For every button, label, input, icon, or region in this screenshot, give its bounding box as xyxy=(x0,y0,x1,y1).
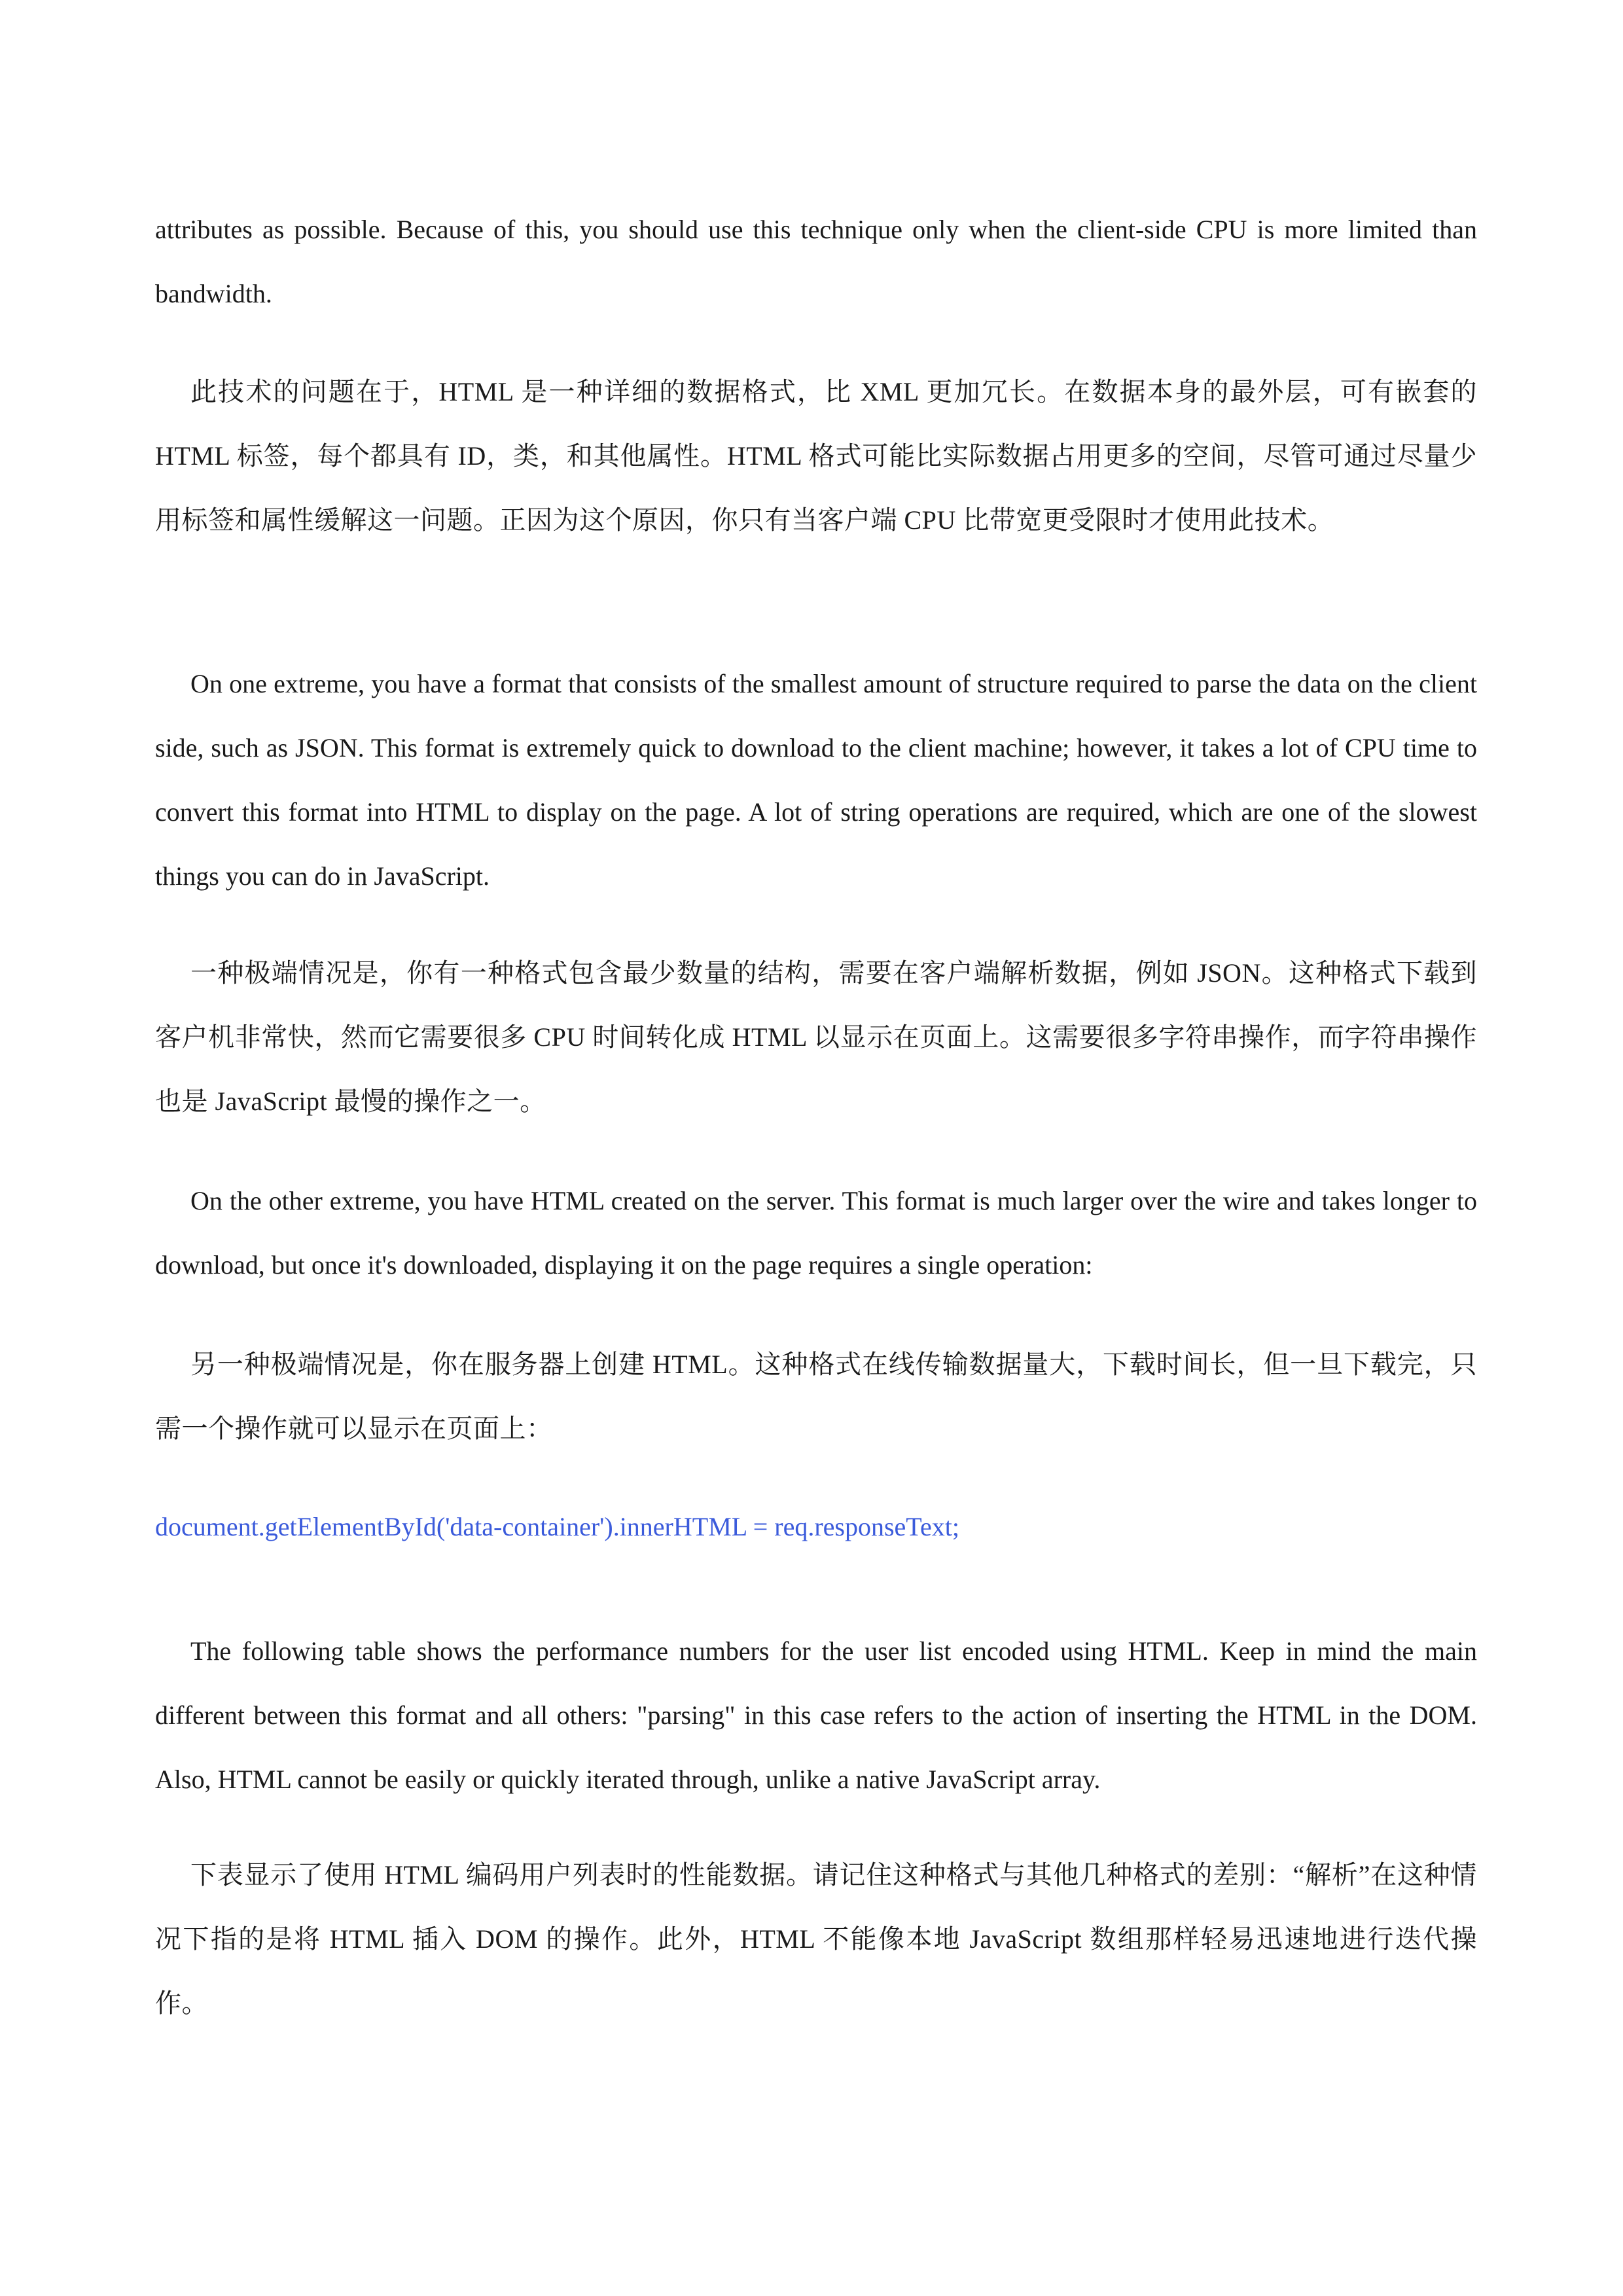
paragraph-zh-html-extreme: 另一种极端情况是，你在服务器上创建 HTML。这种格式在线传输数据量大，下载时间长，但一旦下载完，只需一个操作就可以显示在页面上： xyxy=(155,1350,1477,1443)
paragraph-zh-json-extreme: 一种极端情况是，你有一种格式包含最少数量的结构，需要在客户端解析数据，例如 JSON。这种格式下载到客户机非常快，然而它需要很多 CPU 时间转化成 HTML 以显示在页面上。这需要很多字符串操作，而字符串操作也是 JavaScript 最慢的操作之一。 xyxy=(155,958,1477,1116)
paragraph-en-html-extreme: On the other extreme, you have HTML created on the server. This format is much larger over the wire and takes longer to download, but once it's downloaded, displaying it on the page requires a single operation: xyxy=(155,1186,1477,1280)
code-snippet: document.getElementById('data-container').innerHTML = req.responseText; xyxy=(155,1512,959,1541)
paragraph-en-continuation: attributes as possible. Because of this, you should use this technique only when the client-side CPU is more limited than bandwidth. xyxy=(155,215,1477,308)
paragraph-zh-html-verbosity: 此技术的问题在于，HTML 是一种详细的数据格式，比 XML 更加冗长。在数据本身的最外层，可有嵌套的 HTML 标签，每个都具有 ID，类，和其他属性。HTML 格式可能比实际数据占用更多的空间，尽管可通过尽量少用标签和属性缓解这一问题。正因为这个原因，你只有当客户端 CPU 比带宽更受限时才使用此技术。 xyxy=(155,377,1477,535)
paragraph-zh-table-intro: 下表显示了使用 HTML 编码用户列表时的性能数据。请记住这种格式与其他几种格式的差别：“解析”在这种情况下指的是将 HTML 插入 DOM 的操作。此外，HTML 不能像本地 JavaScript 数组那样轻易迅速地进行迭代操作。 xyxy=(155,1860,1477,2018)
paragraph-en-json-extreme: On one extreme, you have a format that consists of the smallest amount of structure required to parse the data on the client side, such as JSON. This format is extremely quick to download to the client machine; however, it takes a lot of CPU time to convert this format into HTML to display on the page. A lot of string operations are required, which are one of the slowest things you can do in JavaScript. xyxy=(155,669,1477,891)
paragraph-en-table-intro: The following table shows the performance numbers for the user list encoded using HTML. Keep in mind the main different between this format and all others: "parsing" in this case refers to the action of inserting the HTML in the DOM. Also, HTML cannot be easily or quickly iterated through, unlike a native JavaScript array. xyxy=(155,1636,1477,1794)
